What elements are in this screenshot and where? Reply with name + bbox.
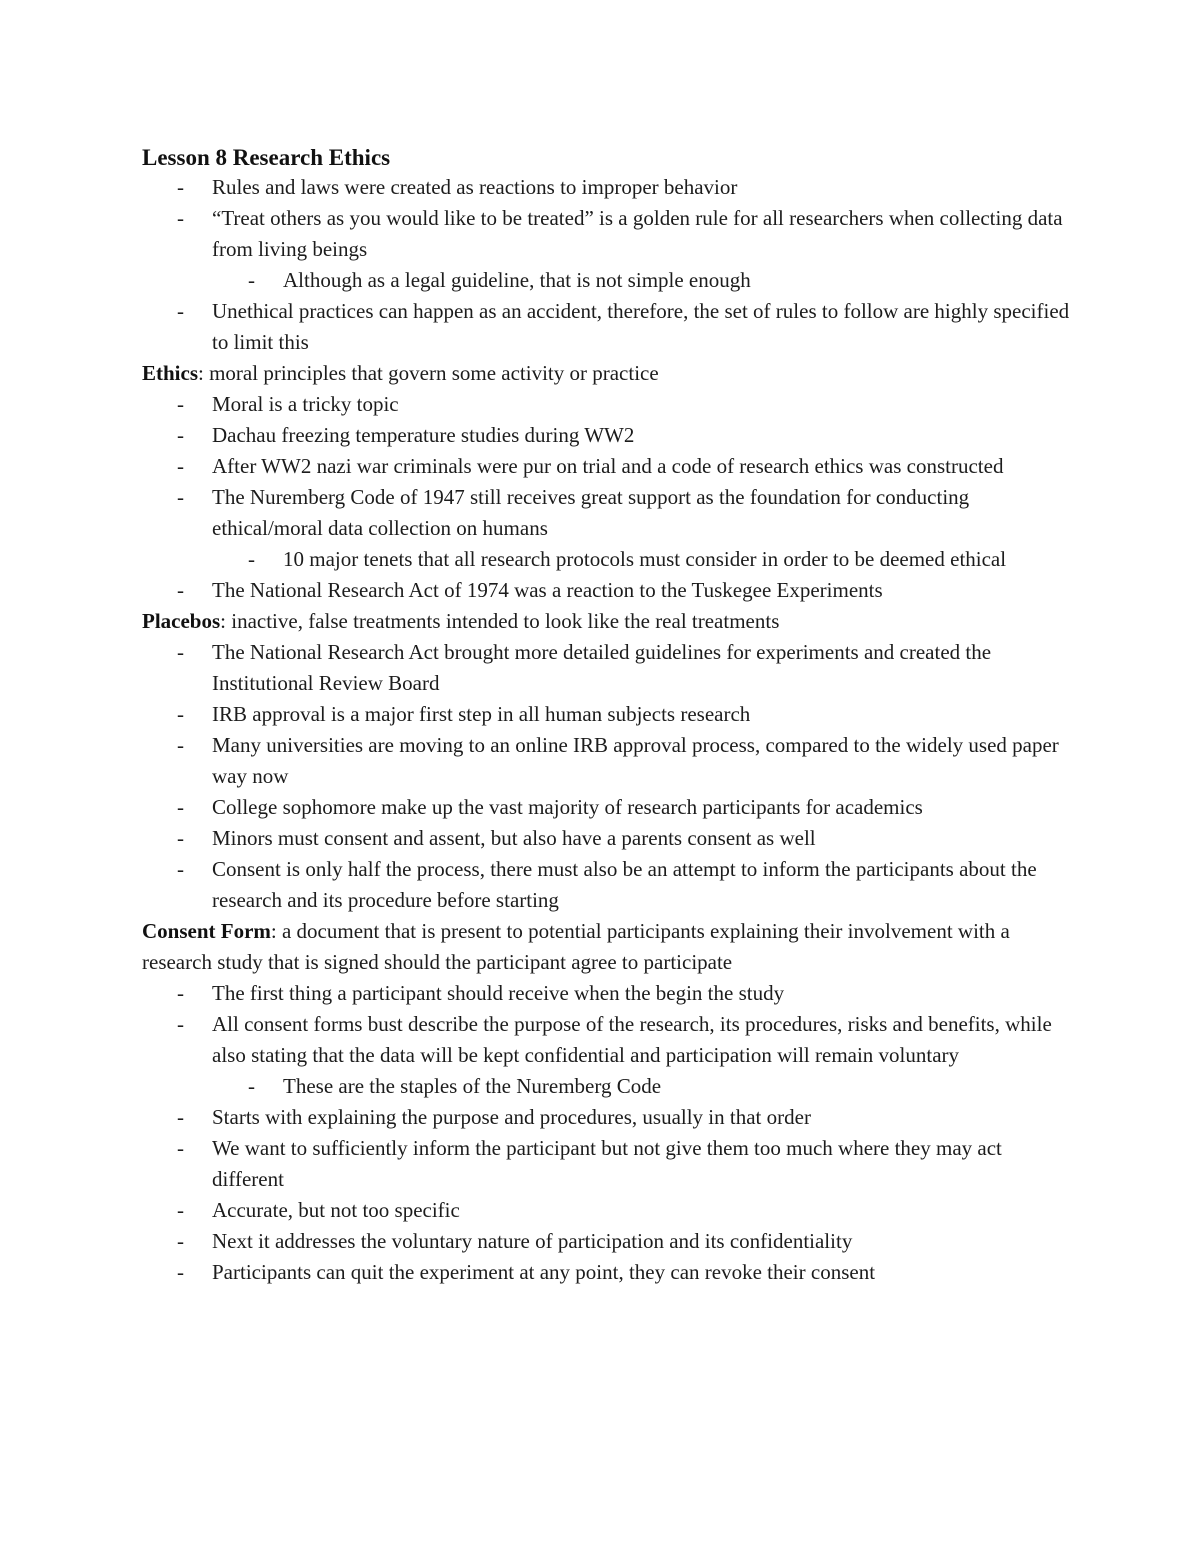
list-item [142, 482, 1072, 544]
list-item [142, 296, 1072, 358]
bullet-dash: - [177, 454, 184, 478]
list-item-text: All consent forms bust describe the purpose of the research, its procedures, risks and benefits, while also stating that the data will be kept confidential and participation will remain voluntary [212, 1012, 1052, 1067]
page-title: Lesson 8 Research Ethics [142, 145, 391, 170]
list-item-text: Rules and laws were created as reactions to improper behavior [212, 175, 738, 199]
sub-list-item [142, 265, 1072, 296]
list-item-text: Starts with explaining the purpose and procedures, usually in that order [212, 1105, 811, 1129]
list-item-text: Consent is only half the process, there must also be an attempt to inform the participants about the research and its procedure before starting [212, 857, 1037, 912]
list-item [142, 1257, 1072, 1288]
term-label: Consent Form [142, 919, 271, 943]
list-item [142, 1133, 1072, 1195]
bullet-dash: - [248, 268, 255, 292]
list-item-text: College sophomore make up the vast majority of research participants for academics [212, 795, 923, 819]
bullet-dash: - [177, 1198, 184, 1222]
list-item [142, 823, 1072, 854]
list-item [142, 172, 1072, 203]
term-label: Placebos [142, 609, 221, 633]
bullet-dash: - [177, 702, 184, 726]
bullet-dash: - [177, 392, 184, 416]
list-item-text: Moral is a tricky topic [212, 392, 399, 416]
bullet-dash: - [248, 547, 255, 571]
bullet-dash: - [177, 857, 184, 881]
list-item-text: IRB approval is a major first step in all human subjects research [212, 702, 751, 726]
list-item [142, 575, 1072, 606]
bullet-dash: - [177, 1229, 184, 1253]
list-item-text: The National Research Act of 1974 was a reaction to the Tuskegee Experiments [212, 578, 883, 602]
document-page [142, 140, 1072, 1288]
sub-list-item [142, 1071, 1072, 1102]
definition-consent-form [142, 916, 1072, 978]
list-item [142, 1195, 1072, 1226]
list-item [142, 978, 1072, 1009]
list-item [142, 730, 1072, 792]
list-item-text: Accurate, but not too specific [212, 1198, 460, 1222]
list-item [142, 637, 1072, 699]
bullet-dash: - [177, 206, 184, 230]
bullet-dash: - [177, 1012, 184, 1036]
definition-placebos [142, 606, 1072, 637]
term-label: Ethics [142, 361, 199, 385]
bullet-dash: - [177, 640, 184, 664]
list-item-text: Many universities are moving to an online IRB approval process, compared to the widely used paper way now [212, 733, 1059, 788]
bullet-dash: - [177, 1136, 184, 1160]
list-item [142, 1226, 1072, 1257]
list-item [142, 451, 1072, 482]
bullet-dash: - [177, 981, 184, 1005]
term-definition: : moral principles that govern some activity or practice [198, 361, 659, 385]
list-item-text: Although as a legal guideline, that is not simple enough [283, 268, 751, 292]
term-definition: : a document that is present to potential participants explaining their involvement with a research study that is signed should the participant agree to participate [142, 919, 1010, 974]
list-item-text: Participants can quit the experiment at any point, they can revoke their consent [212, 1260, 876, 1284]
list-item-text: The first thing a participant should receive when the begin the study [212, 981, 785, 1005]
bullet-dash: - [177, 1105, 184, 1129]
definition-ethics [142, 358, 1072, 389]
bullet-dash: - [177, 795, 184, 819]
list-item-text: Next it addresses the voluntary nature of participation and its confidentiality [212, 1229, 853, 1253]
list-item [142, 1009, 1072, 1071]
bullet-dash: - [177, 485, 184, 509]
list-item-text: Minors must consent and assent, but also have a parents consent as well [212, 826, 816, 850]
list-item-text: The National Research Act brought more detailed guidelines for experiments and created the Institutional Review Board [212, 640, 992, 695]
list-item [142, 203, 1072, 265]
list-item [142, 420, 1072, 451]
list-item [142, 792, 1072, 823]
list-item-text: 10 major tenets that all research protocols must consider in order to be deemed ethical [283, 547, 1007, 571]
list-item [142, 854, 1072, 916]
bullet-dash: - [177, 175, 184, 199]
term-definition: : inactive, false treatments intended to look like the real treatments [220, 609, 780, 633]
sub-list-item [142, 544, 1072, 575]
list-item [142, 389, 1072, 420]
list-item-text: The Nuremberg Code of 1947 still receives great support as the foundation for conducting ethical/moral data collection on humans [212, 485, 970, 540]
list-item [142, 699, 1072, 730]
list-item-text: Dachau freezing temperature studies during WW2 [212, 423, 635, 447]
bullet-dash: - [177, 299, 184, 323]
bullet-dash: - [248, 1074, 255, 1098]
list-item-text: We want to sufficiently inform the participant but not give them too much where they may act different [212, 1136, 1002, 1191]
list-item-text: After WW2 nazi war criminals were pur on trial and a code of research ethics was constructed [212, 454, 1004, 478]
list-item [142, 1102, 1072, 1133]
list-item-text: Unethical practices can happen as an accident, therefore, the set of rules to follow are highly specified to limit this [212, 299, 1070, 354]
bullet-dash: - [177, 826, 184, 850]
list-item-text: These are the staples of the Nuremberg Code [283, 1074, 662, 1098]
bullet-dash: - [177, 423, 184, 447]
bullet-dash: - [177, 1260, 184, 1284]
bullet-dash: - [177, 578, 184, 602]
list-item-text: “Treat others as you would like to be treated” is a golden rule for all researchers when collecting data from living beings [212, 206, 1063, 261]
bullet-dash: - [177, 733, 184, 757]
